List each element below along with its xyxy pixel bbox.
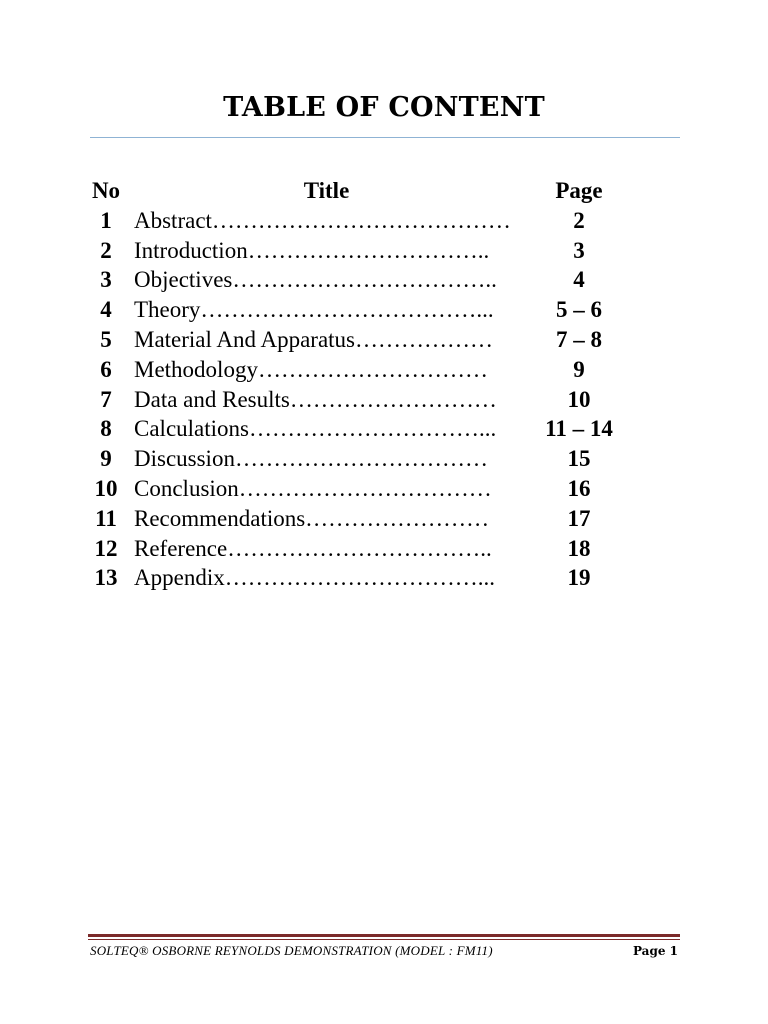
toc-row-title: Reference……………………………..	[134, 535, 492, 561]
toc-rows	[88, 206, 668, 593]
toc-row-number: 6	[100, 356, 112, 382]
page-title: TABLE OF CONTENT	[223, 92, 545, 123]
toc-row	[88, 325, 668, 355]
toc-row-number: 8	[100, 416, 112, 442]
toc-row	[88, 355, 668, 385]
toc-row-page: 7 – 8	[556, 326, 602, 352]
toc-row	[88, 504, 668, 534]
toc-row-number: 3	[100, 267, 112, 293]
toc-row-title: Introduction…………………………..	[134, 237, 490, 263]
toc-row-number: 10	[94, 475, 118, 501]
toc-row-title: Theory………………………………...	[134, 297, 494, 323]
toc-row-title: Calculations…………………………...	[134, 416, 497, 442]
toc-row-title: Appendix……………………………...	[134, 565, 495, 591]
toc-row-page: 19	[567, 565, 591, 591]
column-header-title: Title	[303, 178, 350, 203]
toc-row-title: Discussion……………………………	[134, 446, 488, 472]
toc-row	[88, 236, 668, 266]
toc-row-title: Objectives……………………………..	[134, 267, 497, 293]
toc-row-title: Data and Results………………………	[134, 386, 497, 412]
toc-row	[88, 295, 668, 325]
toc-row	[88, 474, 668, 504]
table-of-contents	[88, 176, 668, 593]
column-header-no: No	[91, 178, 121, 203]
toc-row	[88, 206, 668, 236]
toc-row-title: Conclusion……………………………	[134, 475, 492, 501]
toc-row-title: Methodology…………………………	[134, 356, 488, 382]
toc-row	[88, 414, 668, 444]
toc-row-number: 7	[100, 386, 112, 412]
toc-row-page: 2	[573, 207, 585, 233]
footer-document-title: SOLTEQ® OSBORNE REYNOLDS DEMONSTRATION (MODEL : FM11)	[90, 943, 493, 958]
toc-row	[88, 444, 668, 474]
title-underline	[90, 137, 680, 138]
toc-row-page: 3	[573, 237, 585, 263]
toc-row-number: 12	[94, 535, 118, 561]
toc-row-page: 18	[567, 535, 591, 561]
toc-row-page: 4	[573, 267, 585, 293]
toc-row-title: Recommendations……………………	[134, 505, 490, 531]
toc-row-title: Material And Apparatus………………	[134, 326, 494, 352]
toc-row-page: 16	[567, 475, 591, 501]
footer-page-number: Page 1	[632, 944, 678, 958]
toc-header-row	[88, 176, 668, 206]
toc-row-number: 2	[100, 237, 112, 263]
footer-rule	[88, 934, 680, 937]
footer-rule-thin	[88, 939, 680, 940]
toc-row-number: 1	[100, 207, 112, 233]
toc-row-page: 17	[567, 505, 591, 531]
toc-row	[88, 385, 668, 415]
toc-row	[88, 563, 668, 593]
toc-row-number: 13	[94, 565, 118, 591]
toc-row-number: 4	[100, 297, 112, 323]
toc-row-page: 11 – 14	[545, 416, 613, 442]
toc-row-number: 11	[95, 505, 117, 531]
toc-row-page: 10	[567, 386, 591, 412]
toc-row-page: 5 – 6	[556, 297, 602, 323]
toc-row-number: 9	[100, 446, 112, 472]
toc-row-number: 5	[100, 326, 112, 352]
column-header-page: Page	[555, 178, 603, 203]
toc-row-page: 9	[573, 356, 585, 382]
toc-row	[88, 265, 668, 295]
toc-row-page: 15	[567, 446, 591, 472]
toc-row-title: Abstract…………………………………	[134, 207, 511, 233]
toc-row	[88, 534, 668, 564]
